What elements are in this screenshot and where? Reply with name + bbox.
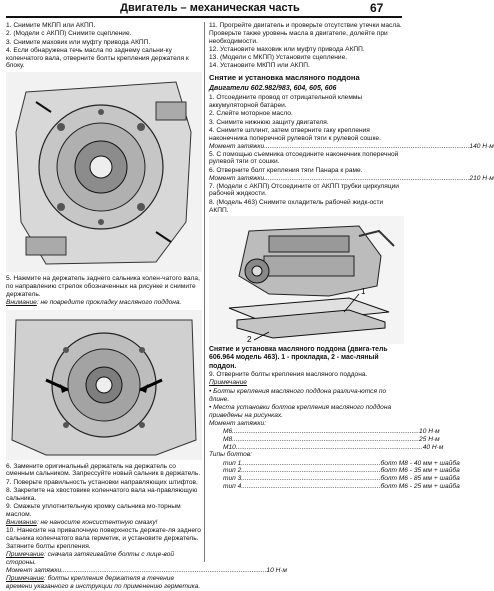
page-title: Двигатель – механическая часть <box>120 2 300 14</box>
oil-pan-figure <box>209 216 404 344</box>
torque-value: 25 Н·м <box>419 435 440 443</box>
torque-label: Момент затяжки <box>209 142 265 150</box>
bolt-type-row <box>209 467 460 475</box>
paragraph: 2. Слейте моторное масло. <box>209 110 293 118</box>
note-bullet: • Места установки болтов крепления масляного поддона приведены на рисунках. <box>209 403 392 419</box>
torque-row <box>209 428 440 436</box>
note-text: : болты крепления держателя в течение времени указанного в инструкции по применению герметика. <box>6 574 201 590</box>
bolt-size: M6 <box>223 428 233 436</box>
bolt-size: M10 <box>223 443 236 451</box>
torque-label: Момент затяжки <box>209 174 265 182</box>
bolt-type: тип 2 <box>223 467 242 475</box>
leader-dots <box>264 175 469 183</box>
bolt-type: тип 1 <box>223 459 242 467</box>
note-label: Внимание <box>6 298 37 306</box>
paragraph: 10. Нанесите на привалочную поверхность держате-ля заднего сальника коленчатого вала герметик, и установите держатель. Затяните болты крепления. <box>6 527 201 550</box>
leader-dots <box>241 475 380 483</box>
notes-label: Примечание <box>209 379 247 387</box>
bolt-spec: болт M6 - 85 мм + шайба <box>380 475 460 483</box>
rear-seal-holder-figure-1 <box>6 72 202 272</box>
paragraph: 9. Отверните болты крепления масляного поддона. <box>209 371 368 379</box>
note <box>6 575 202 591</box>
paragraph: 14. Установите МКПП или АКПП. <box>209 62 310 70</box>
note-bullet: • Болты крепления масляного поддона различа-ются по длине. <box>209 387 387 403</box>
paragraph: 3. Снимите маховик или муфту привода АКПП. <box>6 38 151 46</box>
bolt-type: тип 4 <box>223 482 242 490</box>
paragraph: 3. Снимите нижнюю защиту двигателя. <box>209 118 329 126</box>
torque-value: 40 Н·м <box>422 443 444 451</box>
column-divider <box>204 22 205 562</box>
paragraph: 11. Прогрейте двигатель и проверьте отсутствие утечки масла. Проверьте также уровень масла в двигателе, долейте при необходимости. <box>209 22 402 45</box>
page-number: 67 <box>370 1 384 15</box>
figure-caption: Снятие и установка масляного поддона (двига-тель 606.964 модель 463). 1 - прокладка, 2 - мас-ляный поддон. <box>209 346 388 370</box>
figure-callout-1: 1 <box>361 287 366 297</box>
paragraph: 7. Поверьте правильность установки направляющих штифтов. <box>6 478 198 486</box>
note-label: Внимание <box>6 519 37 527</box>
bolt-spec: болт M6 - 25 мм + шайба <box>380 482 460 490</box>
rear-seal-holder-figure-2 <box>6 310 202 460</box>
paragraph: 12. Установите маховик или муфту привода АКПП. <box>209 45 365 53</box>
leader-dots <box>241 467 380 475</box>
torque-value: 10 Н·м <box>266 567 288 575</box>
leader-dots <box>264 143 469 151</box>
torque-value: 10 Н·м <box>419 428 440 436</box>
section-heading: Снятие и установка масляного поддона <box>209 73 360 83</box>
paragraph: 7. (Модели с АКПП) Отсоедините от АКПП трубки циркуляции рабочей жидкости. <box>209 182 399 198</box>
paragraph: 5. С помощью съемника отсоедините наконечник поперечной рулевой тяги от сошки. <box>209 150 399 166</box>
leader-dots <box>61 567 266 575</box>
leader-dots <box>241 460 380 468</box>
torque-heading: Момент затяжки: <box>209 419 267 427</box>
note-label: Примечание <box>6 551 44 559</box>
right-column <box>209 22 494 491</box>
note-text: : сначала затягивайте болты с лице-вой стороны. <box>6 551 175 566</box>
header-rule <box>6 16 402 18</box>
torque-spec <box>6 567 288 575</box>
figure-callout-2: 2 <box>247 335 252 345</box>
paragraph: 1. Снимите МКПП или АКПП. <box>6 22 96 29</box>
leader-dots <box>232 428 419 436</box>
engines-subheading: Двигатели 602.982/983, 604, 605, 606 <box>209 85 337 93</box>
note <box>6 299 202 307</box>
paragraph: 5. Нажмите на держатель заднего сальника колен-чатого вала, по направлению стрелок обозначенных на рисунке и снимите держатель. <box>6 275 200 298</box>
paragraph: 8. Закрепите на хвостовике коленчатого вала на-правляющую сальника. <box>6 486 198 502</box>
paragraph: 4. Снимите шплинт, затем отверните гаку крепления наконечника поперечной рулевой тяги к рулевой сошке. <box>209 126 381 142</box>
bolt-spec: болт M8 - 40 мм + шайба <box>380 459 460 467</box>
torque-row <box>209 435 440 444</box>
page-header <box>0 0 408 18</box>
note <box>6 551 202 567</box>
paragraph: 1. Отсоедините провод от отрицательной клеммы аккумуляторной батареи. <box>209 94 363 110</box>
torque-label: Момент затяжки <box>6 567 62 575</box>
torque-value: 210 Н·м <box>469 174 494 182</box>
paragraph: 9. Смажьте уплотнительную кромку сальника мо-торным маслом. <box>6 502 181 518</box>
bolt-types-heading: Типы болтов: <box>209 451 253 459</box>
torque-spec <box>209 142 494 151</box>
note-text: : не наносите консистентную смазку! <box>36 519 158 527</box>
bolt-type-row <box>209 482 460 491</box>
leader-dots <box>232 436 419 444</box>
leader-dots <box>236 444 423 452</box>
bolt-type: тип 3 <box>223 475 242 483</box>
paragraph: 6. Замените оригинальный держатель на держатель со сменным сальником. Запрессуйте новый сальник в держатель. <box>6 462 201 478</box>
bolt-type-row <box>209 475 460 483</box>
leader-dots <box>241 483 380 491</box>
paragraph: 2. (Модели с АКПП) Снимите сцепление. <box>6 30 132 38</box>
paragraph: 13. (Модели с МКПП) Установите сцепление. <box>209 54 348 62</box>
note-label: Примечание <box>6 574 44 582</box>
note-text: : не повредите прокладку масляного поддона. <box>36 298 182 306</box>
note <box>6 519 202 527</box>
bolt-type-row <box>209 459 460 468</box>
bolt-spec: болт M6 - 35 мм + шайба <box>380 467 460 475</box>
paragraph: 4. Если обнаружена течь масла по заднему сальни-ку коленчатого вала, отверните болты крепления держателя к блоку. <box>6 46 189 70</box>
paragraph: 6. Отверните болт крепления тяги Панара к раме. <box>209 166 363 174</box>
torque-spec <box>209 174 494 183</box>
torque-value: 140 Н·м <box>469 142 494 150</box>
bolt-size: M8 <box>223 435 233 443</box>
paragraph: 8. (Модель 463) Снимите охладитель рабочей жидк-ости АКПП. <box>209 198 384 214</box>
